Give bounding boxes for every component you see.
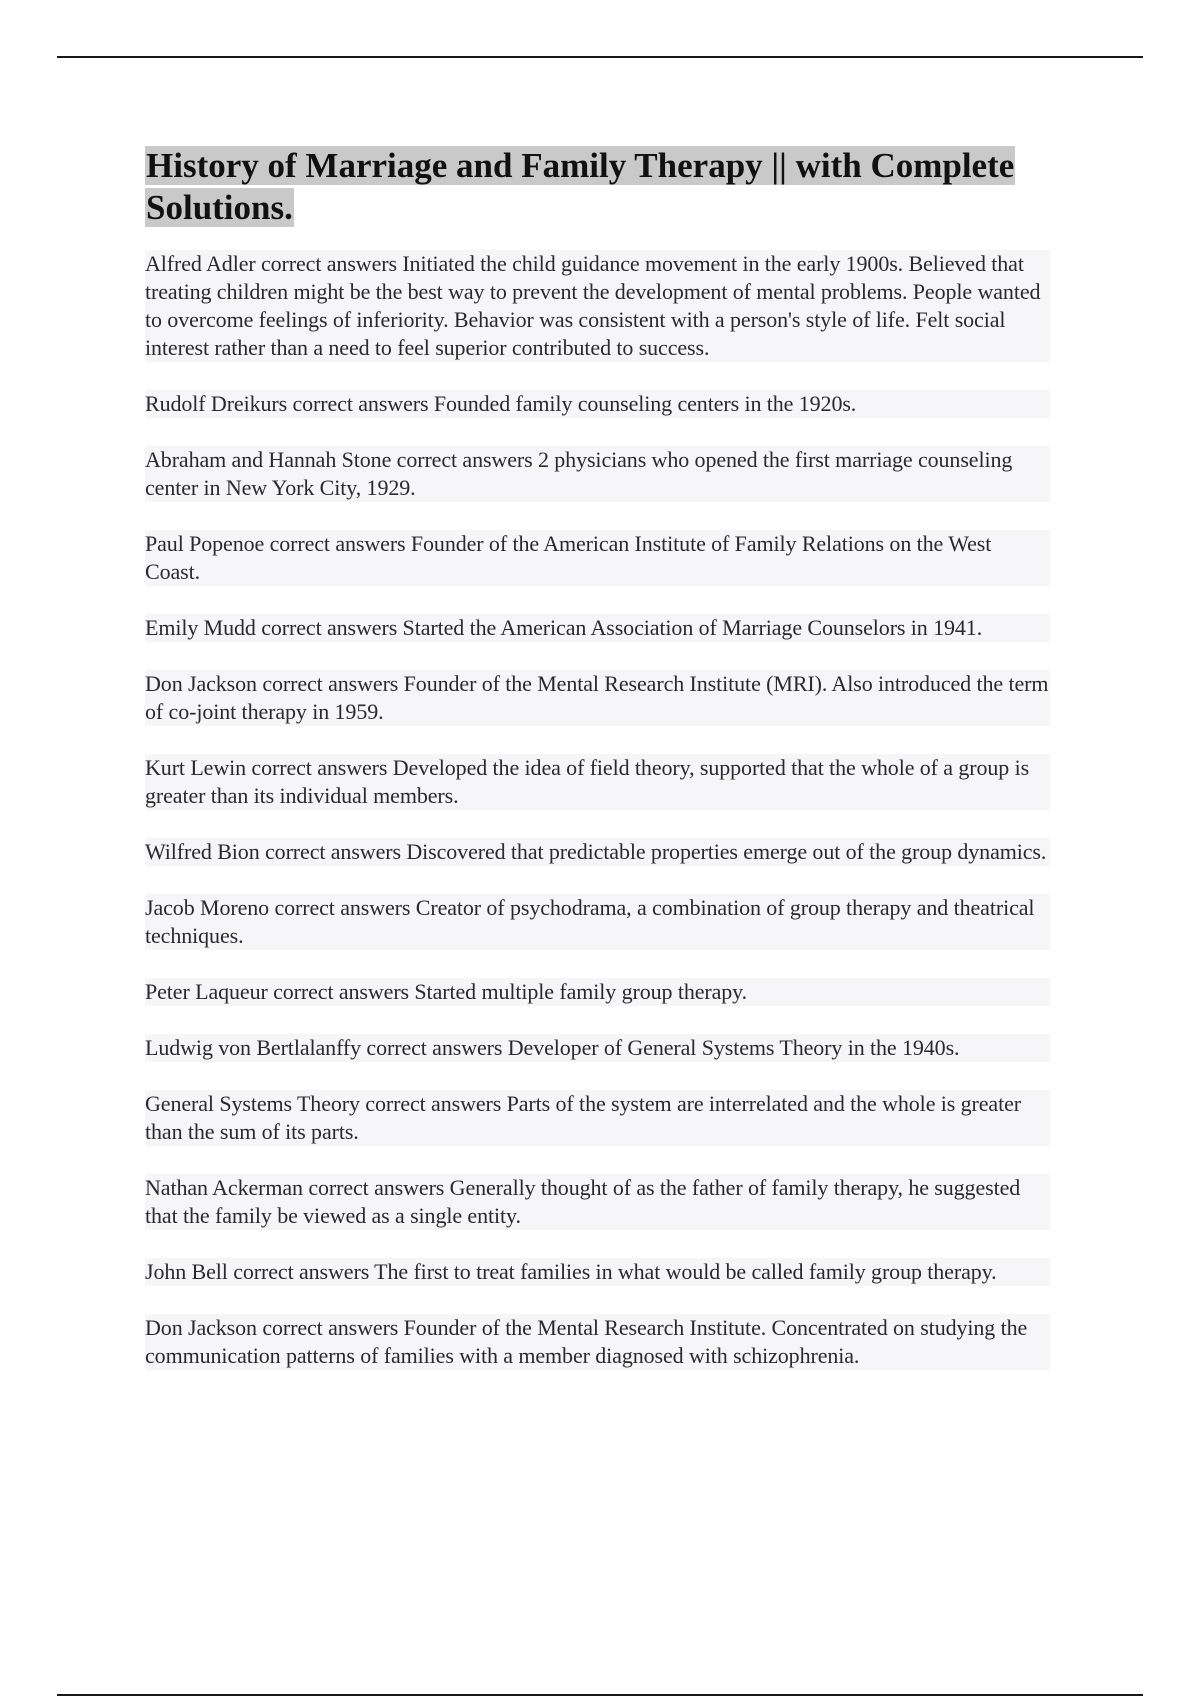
entry-abraham-hannah-stone: Abraham and Hannah Stone correct answers 2 physicians who opened the first marriage counseling center in New York City, 1929. [145,446,1050,502]
entry-general-systems-theory: General Systems Theory correct answers Parts of the system are interrelated and the whole is greater than the sum of its parts. [145,1090,1050,1146]
top-rule [57,56,1143,58]
entry-kurt-lewin: Kurt Lewin correct answers Developed the idea of field theory, supported that the whole of a group is greater than its individual members. [145,754,1050,810]
entry-jacob-moreno: Jacob Moreno correct answers Creator of psychodrama, a combination of group therapy and theatrical techniques. [145,894,1050,950]
entry-rudolf-dreikurs: Rudolf Dreikurs correct answers Founded family counseling centers in the 1920s. [145,390,1050,418]
bottom-rule [57,1694,1143,1696]
entry-peter-laqueur: Peter Laqueur correct answers Started multiple family group therapy. [145,978,1050,1006]
document-title-text: History of Marriage and Family Therapy || with Complete Solutions. [146,146,1015,227]
entry-john-bell: John Bell correct answers The first to treat families in what would be called family group therapy. [145,1258,1050,1286]
entry-nathan-ackerman: Nathan Ackerman correct answers Generally thought of as the father of family therapy, he suggested that the family be viewed as a single entity. [145,1174,1050,1230]
entry-alfred-adler: Alfred Adler correct answers Initiated the child guidance movement in the early 1900s. Believed that treating children might be the best way to prevent the development of mental problems. People wanted to overcome feelings of inferiority. Behavior was consistent with a person's style of life. Felt social interest rather than a need to feel superior contributed to success. [145,250,1050,362]
entry-ludwig-von-bertlalanffy: Ludwig von Bertlalanffy correct answers Developer of General Systems Theory in the 1940s. [145,1034,1050,1062]
entry-wilfred-bion: Wilfred Bion correct answers Discovered that predictable properties emerge out of the group dynamics. [145,838,1050,866]
document-title [145,145,1050,229]
entry-emily-mudd: Emily Mudd correct answers Started the American Association of Marriage Counselors in 1941. [145,614,1050,642]
document-body [145,145,1050,1398]
entry-don-jackson-mri: Don Jackson correct answers Founder of the Mental Research Institute (MRI). Also introduced the term of co-joint therapy in 1959. [145,671,1049,724]
entry-paul-popenoe: Paul Popenoe correct answers Founder of the American Institute of Family Relations on the West Coast. [145,530,1050,586]
entry-don-jackson-communication: Don Jackson correct answers Founder of the Mental Research Institute. Concentrated on studying the communication patterns of families with a member diagnosed with schizophrenia. [145,1314,1050,1370]
